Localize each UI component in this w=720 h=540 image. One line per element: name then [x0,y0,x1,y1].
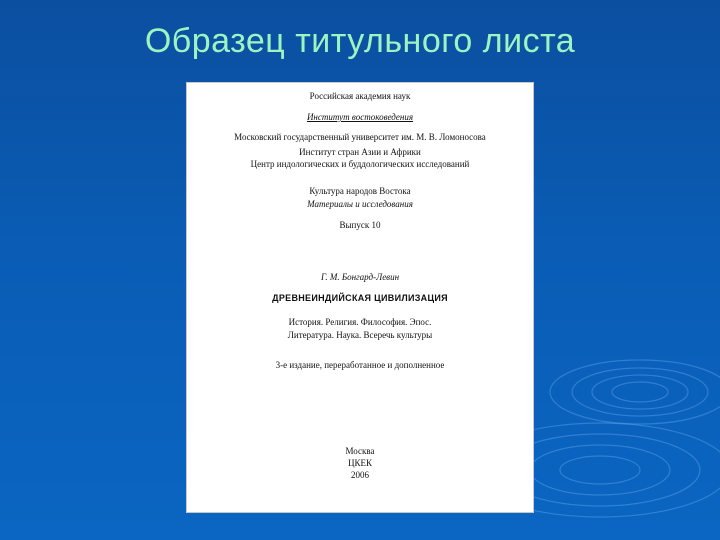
series-sub-line: Материалы и исследования [307,199,413,209]
institute-oriental-line: Институт востоковедения [306,112,414,122]
series-line: Культура народов Востока [309,186,411,196]
title-page-sample [187,83,533,512]
subtitle-line-1: История. Религия. Философия. Эпос. [288,317,432,327]
university-line: Московский государственный университет им. М. В. Ломоносова [234,132,486,142]
book-title: ДРЕВНЕИНДИЙСКАЯ ЦИВИЛИЗАЦИЯ [272,293,448,303]
center-line: Центр индологических и буддологических исследований [250,159,470,169]
institute-asia-line: Институт стран Азии и Африки [299,147,421,157]
author-line: Г. М. Бонгард-Левин [320,272,400,282]
city-line: Москва [345,446,375,456]
academy-line: Российская академия наук [309,91,411,101]
year-line: 2006 [351,470,369,480]
slide-title: Образец титульного листа [144,22,576,60]
edition-line: 3-е издание, переработанное и дополненное [275,360,445,370]
subtitle-line-2: Литература. Наука. Всеречь культуры [287,330,433,340]
publisher-line: ЦКЕК [347,458,372,468]
issue-line: Выпуск 10 [339,220,381,230]
